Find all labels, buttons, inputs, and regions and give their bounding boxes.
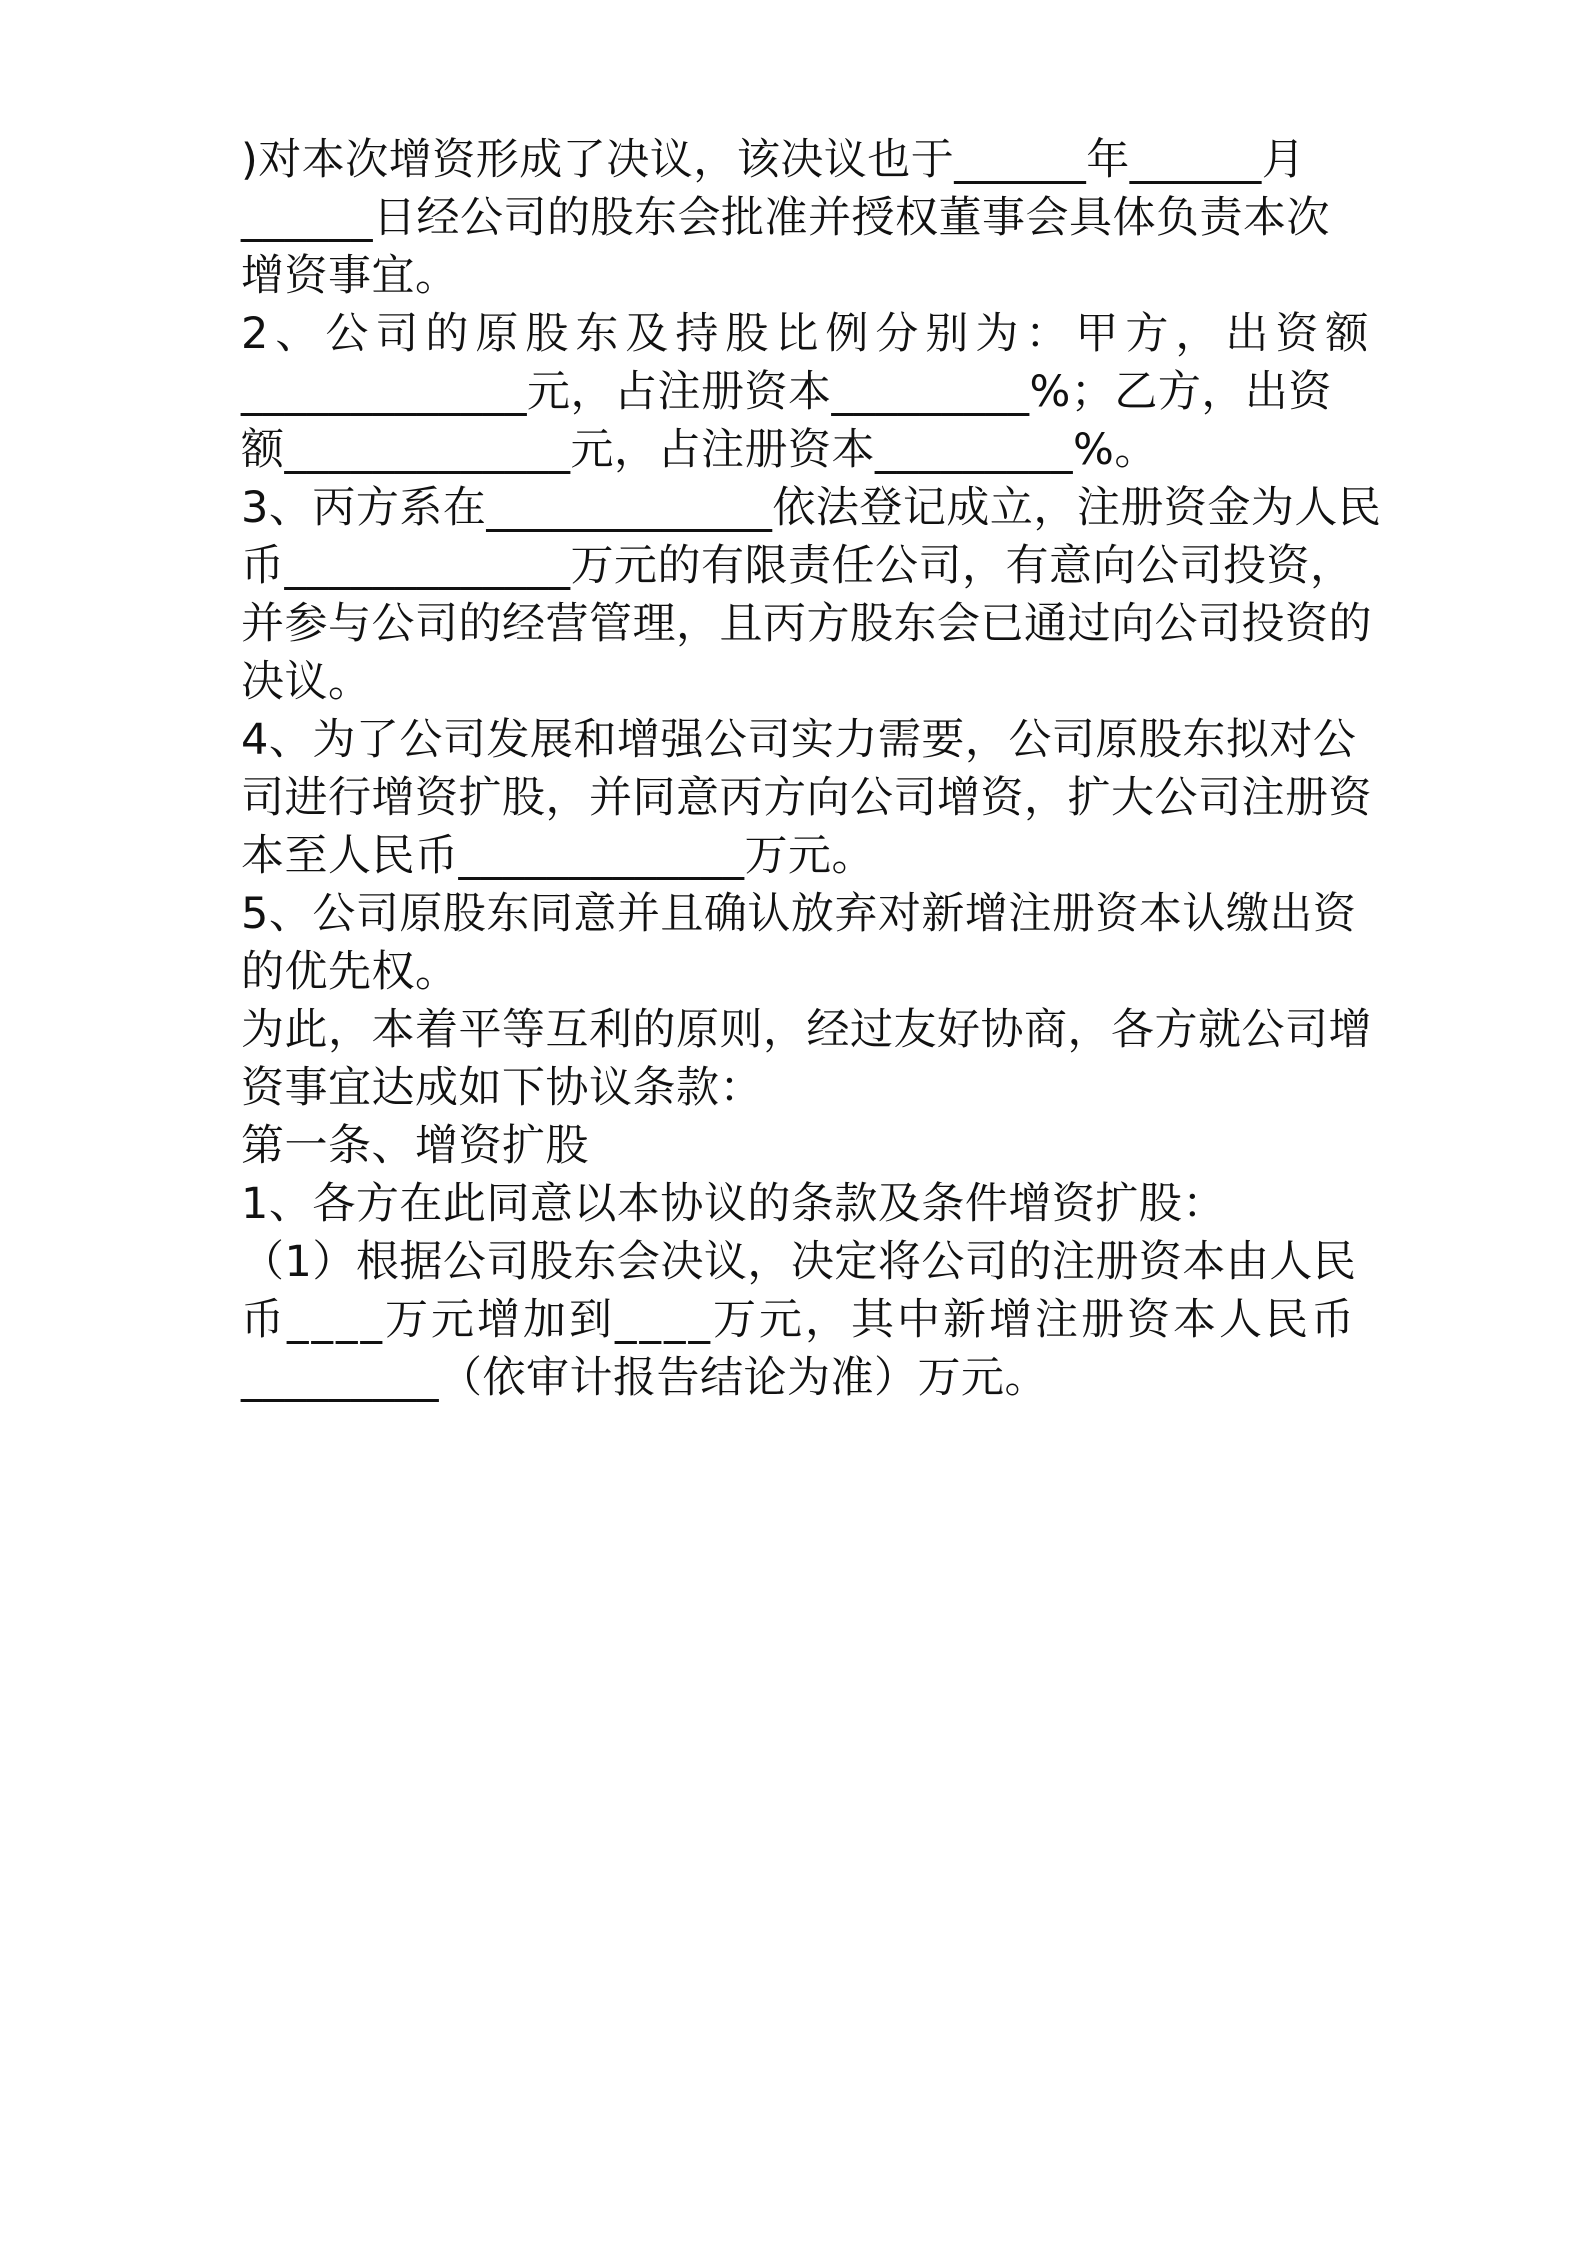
text-line: 决议。 [241,657,372,707]
text-line: _________（依审计报告结论为准）万元。 [241,1353,1048,1403]
text-line: 币_____________万元的有限责任公司，有意向公司投资， [241,541,1354,591]
section-heading: 第一条、增资扩股 [241,1121,589,1171]
text-line: 的优先权。 [241,947,459,997]
text-line: 4、为了公司发展和增强公司实力需要，公司原股东拟对公 [241,715,1357,765]
text-line: 资事宜达成如下协议条款： [241,1063,763,1113]
text-line: 1、各方在此同意以本协议的条款及条件增资扩股： [241,1179,1226,1229]
text-line: _____________元，占注册资本_________%；乙方，出资 [241,367,1332,417]
text-line: 并参与公司的经营管理，且丙方股东会已通过向公司投资的 [241,599,1372,649]
text-line: 为此，本着平等互利的原则，经过友好协商，各方就公司增 [241,1005,1372,1055]
text-line: 5、公司原股东同意并且确认放弃对新增注册资本认缴出资 [241,889,1357,939]
text-line: 2、公司的原股东及持股比例分别为：甲方，出资额 [241,309,1376,359]
text-line: ______日经公司的股东会批准并授权董事会具体负责本次 [241,193,1330,243]
text-line: 3、丙方系在_____________依法登记成立，注册资金为人民 [241,483,1382,533]
text-line: )对本次增资形成了决议，该决议也于______年______月 [241,135,1306,185]
text-line: 增资事宜。 [241,251,459,301]
text-line: 司进行增资扩股，并同意丙方向公司增资，扩大公司注册资 [241,773,1372,823]
text-line: （1）根据公司股东会决议，决定将公司的注册资本由人民 [241,1237,1357,1287]
text-line: 额_____________元，占注册资本_________%。 [241,425,1158,475]
text-line: 本至人民币_____________万元。 [241,831,875,881]
text-line: 币____万元增加到____万元，其中新增注册资本人民币 [241,1295,1357,1345]
